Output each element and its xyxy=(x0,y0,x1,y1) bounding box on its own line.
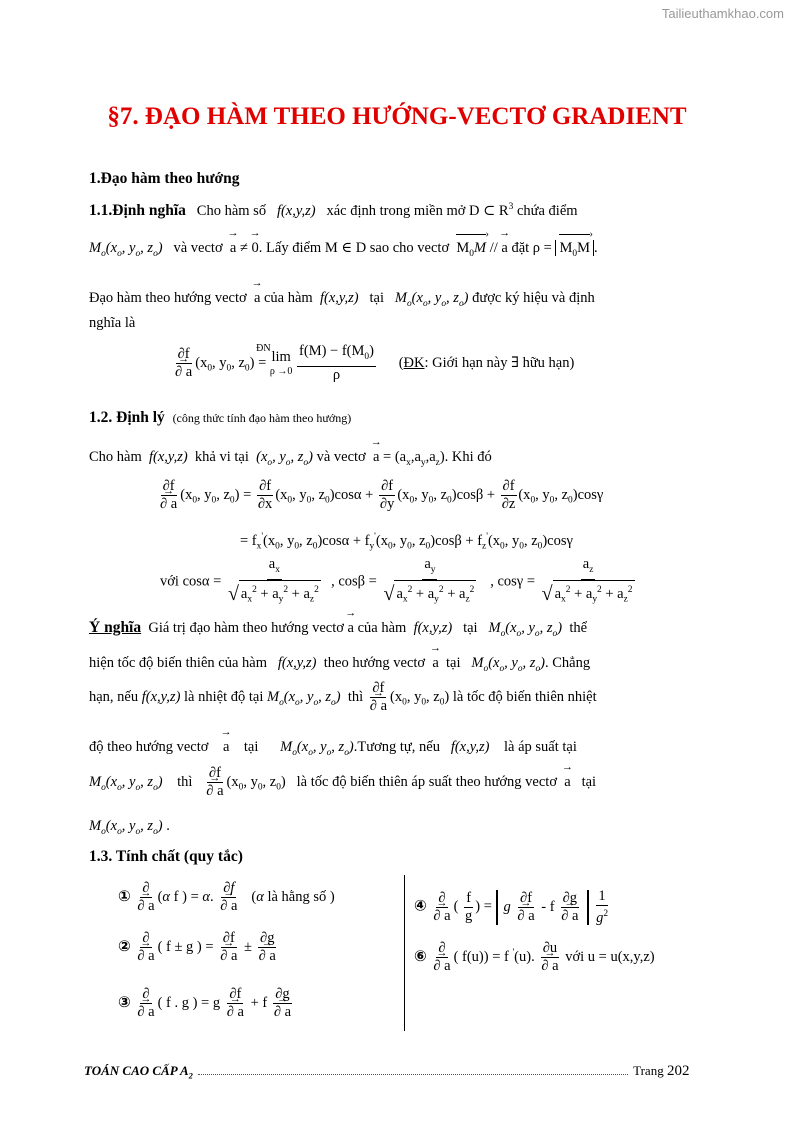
dk-text: : Giới hạn này ∃ hữu hạn) xyxy=(424,354,575,371)
meaning-text: thể xyxy=(569,620,588,636)
meaning-text: theo hướng vectơ xyxy=(323,655,426,671)
meaning-text: độ theo hướng vectơ xyxy=(89,739,209,755)
s12-heading: 1.2. Định lý xyxy=(89,409,165,426)
cos-beta: cosβ xyxy=(456,486,484,503)
deriv-line-1: Đạo hàm theo hướng vectơ → a của hàm f(x,y,z) tại $M_o(x_o$, $y_o$, $z_o$) được ký hiệu và định xyxy=(89,290,595,309)
m0m-vector: M xyxy=(456,240,470,256)
definition-formula: ∂f → ∂ a ($x_0$, $y_0$, $z_0$) = ĐN lim ρ →0 $\frac{f(M) - f(M_0)}{\rho}$ (ĐK: Giới hạn này ∃ hữu hạn) xyxy=(172,343,574,384)
cos-alpha: cosα xyxy=(334,486,362,503)
r-exponent: 3 xyxy=(508,202,514,213)
neq-sign: ≠ xyxy=(239,240,248,256)
footer-page-label: Trang xyxy=(633,1063,664,1078)
lim-num: f(M) − f(M xyxy=(299,343,365,359)
s12-note: (công thức tính đạo hàm theo hướng) xyxy=(172,411,352,425)
meaning-text: tại xyxy=(446,655,461,671)
footer xyxy=(84,1063,698,1081)
column-divider xyxy=(404,875,405,1031)
def-text: . Lấy điểm M ∈ D sao cho vectơ xyxy=(258,240,450,256)
zero-vector: → 0 xyxy=(252,240,259,257)
theorem-formula-3: với cosα = $\frac{a_x}{√ a_x^2 + a_y^2 + a_z^2}$ , cosβ = $\frac{a_y}{√ a_x^2 + a_y^2 + a_z^2}$ , cosγ = $\frac{a_z}{√ a_x^2 + a_y^2 + a_z^2}$ xyxy=(160,556,638,609)
def-text: và vectơ xyxy=(173,240,223,256)
rule-number-3: ③ xyxy=(118,992,131,1011)
theorem-line: Cho hàm f(x,y,z) khả vi tại ($x_o$, $y_o$, $z_o$) và vectơ → $a = (a_x,a_y,a_z)$. Khi đó xyxy=(89,449,492,468)
thm-text: ). Khi đó xyxy=(439,449,492,465)
section-heading-1: 1.Đạo hàm theo hướng xyxy=(89,170,240,187)
meaning-line-4: độ theo hướng vectơ → a tại $M_o(x_o$, $y_o$, $z_o).Tương$ tự, nếu f(x,y,z) là áp suất tại xyxy=(89,739,577,758)
footer-title-sub: 2 xyxy=(188,1070,193,1081)
cos-gamma: cosγ xyxy=(577,486,604,503)
meaning-text: tại xyxy=(463,620,478,636)
footer-dots xyxy=(198,1074,628,1075)
meaning-text: tại xyxy=(581,773,597,790)
voi-text: với xyxy=(160,573,179,590)
section-heading-13: 1.3. Tính chất (quy tắc) xyxy=(89,848,243,865)
meaning-text: là tốc độ biến thiên nhiệt xyxy=(452,688,597,705)
meaning-label: Ý nghĩa xyxy=(89,619,142,636)
vector-a: → a xyxy=(230,240,236,257)
def-text: đặt ρ = xyxy=(511,240,552,256)
rule-number-2: ② xyxy=(118,936,131,955)
dn-label: ĐN xyxy=(256,342,271,354)
lim-sub: ρ →0 xyxy=(269,366,293,378)
rule-1: ① ∂ → ∂ a (α f ) = α. ∂f → ∂ a (α là hằng số ) xyxy=(118,880,335,915)
meaning-text: hiện tốc độ biến thiên của hàm xyxy=(89,655,267,671)
rule-3: ③ ∂ → ∂ a ( f . g ) = g ∂f → ∂ a + f ∂g → ∂ a xyxy=(118,986,294,1021)
lim: lim xyxy=(271,349,291,366)
rule-1-note: là hằng số xyxy=(267,888,327,905)
deriv-text: Đạo hàm theo hướng vectơ xyxy=(89,290,247,306)
rule-number-4: ④ xyxy=(414,896,427,915)
theorem-formula-2: = $f_x'(x_0$, $y_0$, $z_0)\cos\alpha + f_y'(x_0$, $y_0$, $z_0)\cos\beta + f_z'(x_0$, $y_0$, $z_0)\cos\gamma$ xyxy=(240,532,573,552)
meaning-text: Giá trị đạo hàm theo hướng vectơ xyxy=(148,620,344,636)
section-heading-12 xyxy=(89,409,351,427)
deriv-text: được ký hiệu và định xyxy=(472,290,595,306)
definition-line-2: $M_o(x_o$, $y_o$, $z_o$) và vectơ → a ≠ → 0. Lấy điểm M ∈ D sao cho vectơ $M_0M$ › // → a đặt $\rho = M_0M$ › . xyxy=(89,240,598,259)
meaning-text: của hàm xyxy=(357,620,407,636)
point-mo: M xyxy=(89,240,102,256)
meaning-text: là nhiệt độ tại xyxy=(184,688,264,705)
dk-label: ĐK xyxy=(403,354,425,371)
rule-2: ② ∂ → ∂ a ( f ± g ) = ∂f → ∂ a ± ∂g → ∂ a xyxy=(118,930,279,965)
meaning-text: tại xyxy=(243,739,259,755)
def-text: xác định trong miền mở D ⊂ R xyxy=(326,203,509,219)
meaning-text: thì xyxy=(347,688,364,705)
parallel-sign: // xyxy=(489,240,498,256)
rule-6-note: với u = u(x,y,z) xyxy=(565,948,655,965)
meaning-text: . Chẳng xyxy=(545,655,591,671)
meaning-text: hạn, nếu xyxy=(89,688,139,705)
meaning-line-1: Ý nghĩa Giá trị đạo hàm theo hướng vectơ → a của hàm f(x,y,z) tại $M_o(x_o$, $y_o$, $z_o$) thể xyxy=(89,619,587,639)
thm-text: = (a xyxy=(383,449,407,465)
thm-text: khả vi tại xyxy=(194,449,249,465)
rule-number-6: ⑥ xyxy=(414,946,427,965)
def-text: Cho hàm số xyxy=(196,203,267,219)
deriv-text: của hàm xyxy=(264,290,313,306)
meaning-line-2: hiện tốc độ biến thiên của hàm f(x,y,z) theo hướng vectơ → a tại $M_o(x_o$, $y_o$, $z_o$). Chẳng xyxy=(89,655,590,674)
thm-text: và vectơ xyxy=(316,449,366,465)
page-title: §7. ĐẠO HÀM THEO HƯỚNG-VECTƠ GRADIENT xyxy=(107,103,687,130)
meaning-line-6: $M_o(x_o$, $y_o$, $z_o$) . xyxy=(89,818,170,837)
meaning-line-3: hạn, nếu f(x,y,z) là nhiệt độ tại $M_o(x_o$, $y_o$, $z_o$) thì ∂f → ∂ a ($x_0$, $y_0$, $z_0$) là tốc độ biến thiên nhiệt xyxy=(89,680,597,715)
theorem-formula-1: ∂f → ∂ a ($x_0$, $y_0$, $z_0$) = $\frac{\partial f}{\partial x}$ ($x_0$, $y_0$, $z_0)\cos\alpha$ + $\frac{\partial f}{\partial y}$ ($x_0$, $y_0$, $z_0)\cos\beta$ + $\frac{\partial f}{\partial z}$ ($x_0$, $y_0$, $z_0)\cos\gamma$ xyxy=(157,478,603,513)
meaning-text: thì xyxy=(177,773,193,790)
def-text: chứa điểm xyxy=(516,203,578,219)
meaning-line-5: $M_o(x_o$, $y_o$, $z_o$) thì ∂f → ∂ a ($x_0$, $y_0$, $z_0$) là tốc độ biến thiên áp suất theo hướng vectơ → a tại xyxy=(89,765,596,800)
watermark: Tailieuthamkhao.com xyxy=(661,6,784,21)
meaning-text: là tốc độ biến thiên áp suất theo hướng vectơ xyxy=(296,773,558,790)
deriv-text: tại xyxy=(369,290,384,306)
lim-den: ρ xyxy=(332,366,341,383)
definition-label: 1.1.Định nghĩa xyxy=(89,202,186,219)
fxyz: f(x,y,z) xyxy=(276,203,316,219)
rule-number-1: ① xyxy=(118,886,131,905)
footer-title: TOÁN CAO CẤP A xyxy=(84,1063,189,1078)
meaning-text: .Tương tự, nếu xyxy=(353,739,440,755)
rule-6: ⑥ ∂ → ∂ a ( f(u)) = f '(u). ∂u → ∂ a với u = u(x,y,z) xyxy=(414,940,655,975)
page-number: 202 xyxy=(666,1063,690,1079)
thm-text: Cho hàm xyxy=(89,449,142,465)
rule-4: ④ ∂ → ∂ a ( $\frac{f}{g}$ ) = g ∂f → ∂ a - f ∂g → ∂ a $\frac{1}{g^2}$ xyxy=(414,888,611,927)
deriv-line-2: nghĩa là xyxy=(89,315,136,331)
meaning-text: là áp suất tại xyxy=(503,739,577,755)
definition-line-1 xyxy=(89,202,578,220)
